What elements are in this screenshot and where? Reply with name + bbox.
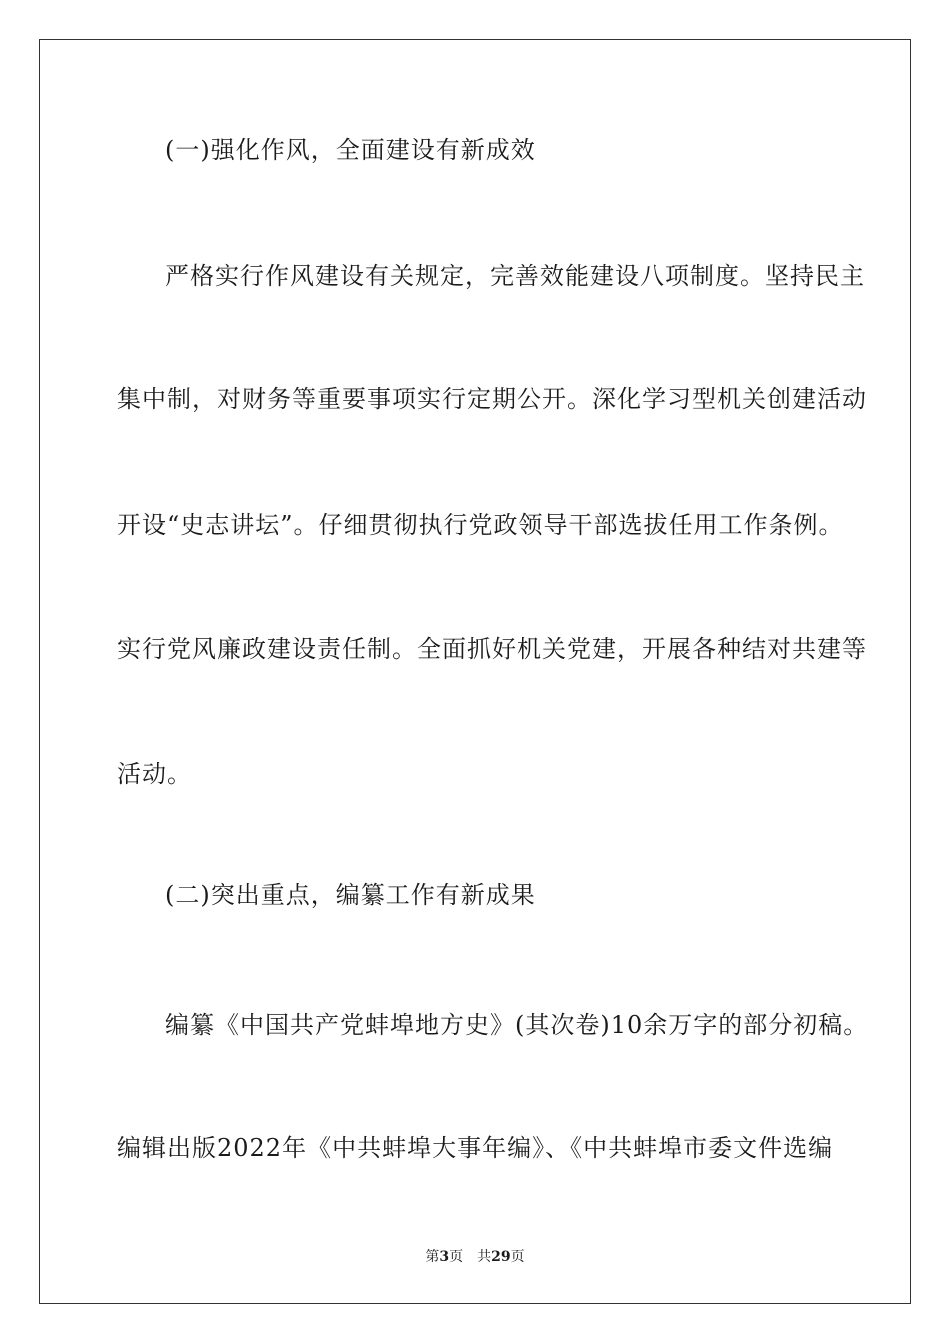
section-heading-1: (一)强化作风，全面建设有新成效 [165,136,536,164]
page-border [39,39,911,1304]
total-page-number: 29 [491,1249,511,1265]
paragraph-line: 集中制，对财务等重要事项实行定期公开。深化学习型机关创建活动 [117,385,867,413]
paragraph-line: 编纂《中国共产党蚌埠地方史》(其次卷)10余万字的部分初稿。 [165,1011,869,1039]
paragraph-line: 活动。 [117,760,192,788]
page-suffix: 页 [449,1249,464,1265]
paragraph-line: 严格实行作风建设有关规定，完善效能建设八项制度。坚持民主 [165,262,865,290]
total-prefix: 共 [477,1249,492,1265]
page-prefix: 第 [425,1249,440,1265]
paragraph-line: 开设“史志讲坛”。仔细贯彻执行党政领导干部选拔任用工作条例。 [117,511,844,539]
paragraph-line: 编辑出版2022年《中共蚌埠大事年编》、《中共蚌埠市委文件选编 [117,1134,834,1162]
section-heading-2: (二)突出重点，编纂工作有新成果 [165,881,536,909]
total-suffix: 页 [510,1249,525,1265]
current-page-number: 3 [439,1249,450,1265]
page-footer [0,1248,950,1266]
paragraph-line: 实行党风廉政建设责任制。全面抓好机关党建，开展各种结对共建等 [117,635,867,663]
